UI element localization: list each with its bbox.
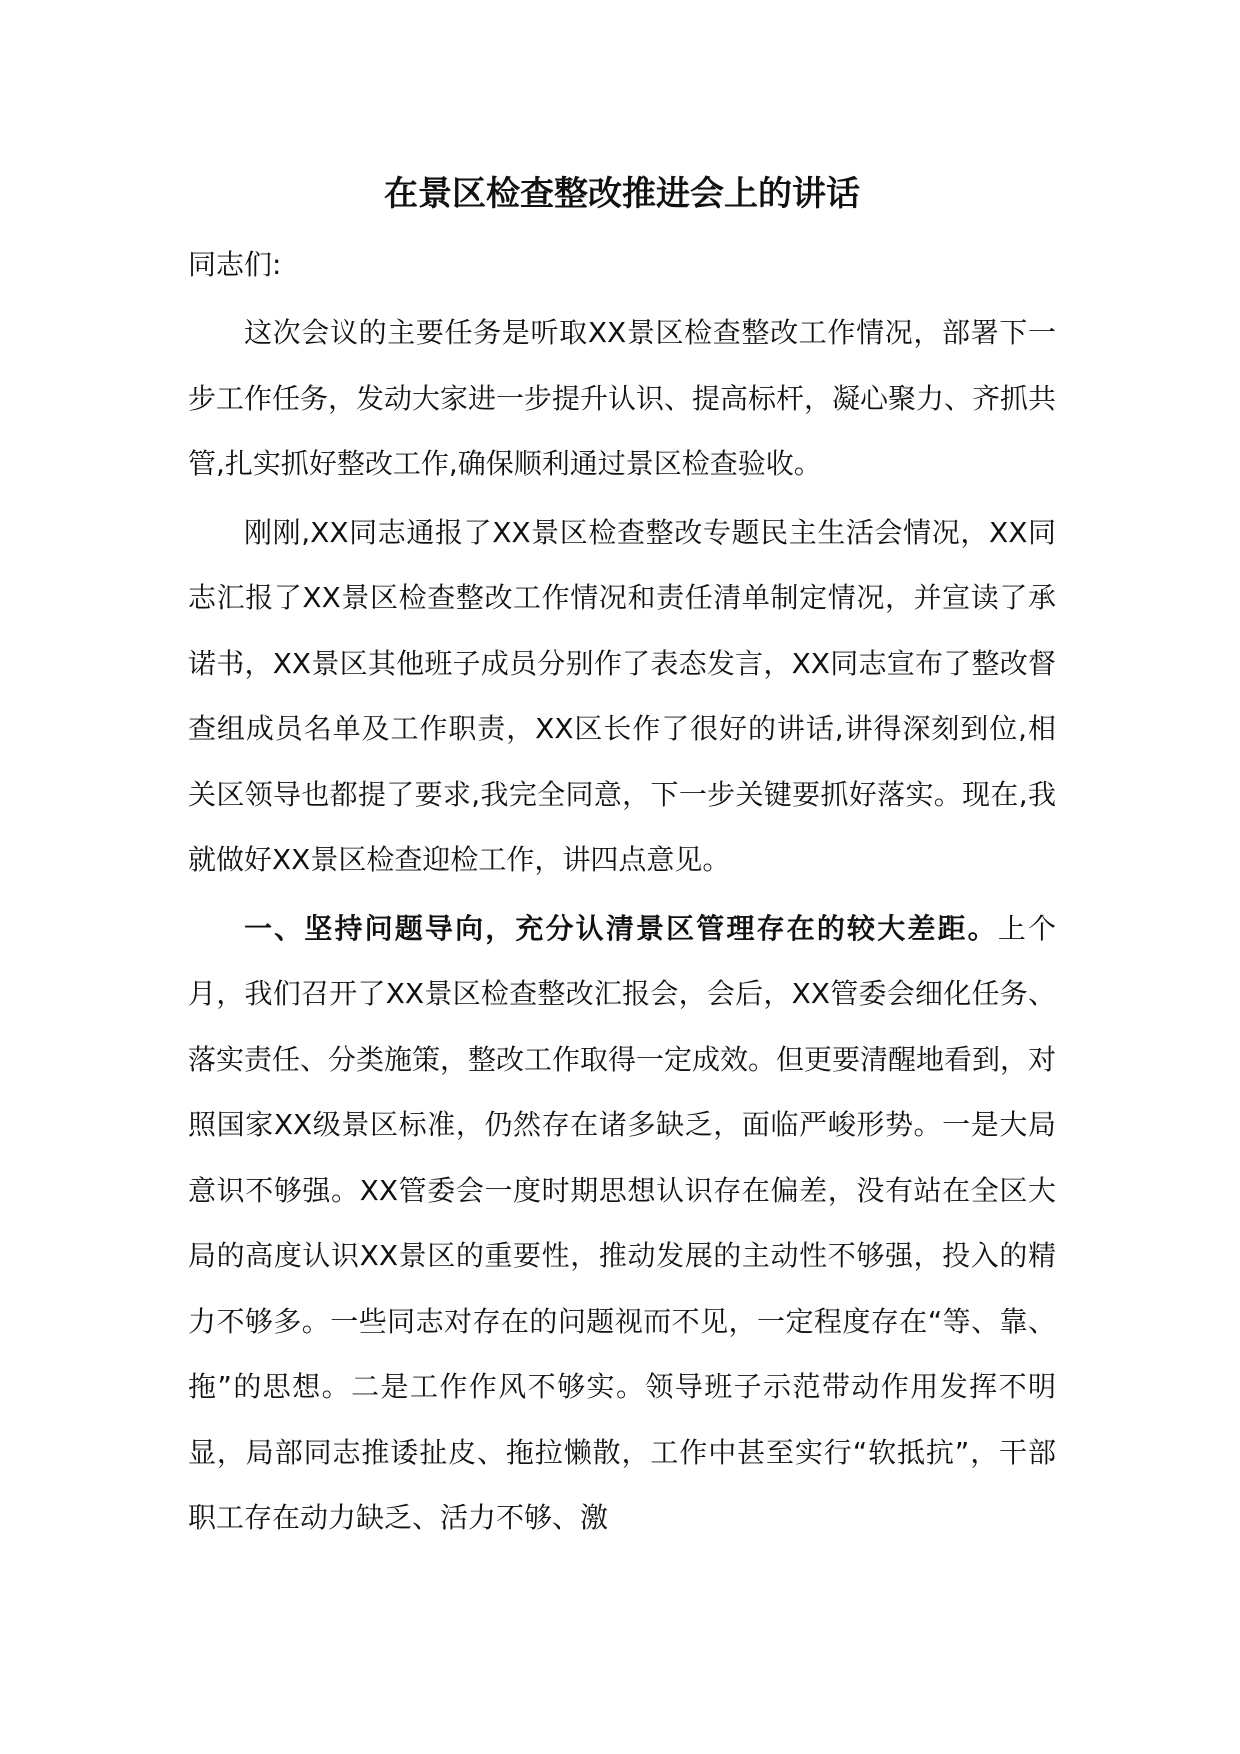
paragraph [188, 300, 1056, 497]
document-title: 在景区检查整改推进会上的讲话 [384, 174, 860, 214]
paragraph-text: 上个月，我们召开了XX景区检查整改汇报会，会后，XX管委会细化任务、落实责任、分类施策，整改工作取得一定成效。但更要清醒地看到，对照国家XX级景区标准，仍然存在诸多缺乏，面临严峻形势。一是大局意识不够强。XX管委会一度时期思想认识存在偏差，没有站在全区大局的高度认识XX景区的重要性，推动发展的主动性不够强，投入的精力不够多。一些同志对存在的问题视而不见，一定程度存在“等、靠、拖”的思想。二是工作作风不够实。领导班子示范带动作用发挥不明显，局部同志推诿扯皮、拖拉懒散，工作中甚至实行“软抵抗”，干部职工存在动力缺乏、活力不够、激 [188, 911, 1057, 1534]
document-page [188, 160, 1056, 1554]
paragraph-text: 刚刚,XX同志通报了XX景区检查整改专题民主生活会情况，XX同志汇报了XX景区检查整改工作情况和责任清单制定情况，并宣读了承诺书，XX景区其他班子成员分别作了表态发言，XX同志宣布了整改督查组成员名单及工作职责，XX区长作了很好的讲话,讲得深刻到位,相关区领导也都提了要求,我完全同意，下一步关键要抓好落实。现在,我就做好XX景区检查迎检工作，讲四点意见。 [188, 515, 1056, 876]
paragraph [188, 896, 1056, 1551]
salutation: 同志们: [188, 248, 282, 281]
section-heading: 一、坚持问题导向，充分认清景区管理存在的较大差距。 [244, 911, 998, 945]
paragraph-text: 这次会议的主要任务是听取XX景区检查整改工作情况，部署下一步工作任务，发动大家进一步提升认识、提高标杆，凝心聚力、齐抓共管,扎实抓好整改工作,确保顺利通过景区检查验收。 [188, 316, 1057, 480]
paragraph [188, 500, 1056, 893]
